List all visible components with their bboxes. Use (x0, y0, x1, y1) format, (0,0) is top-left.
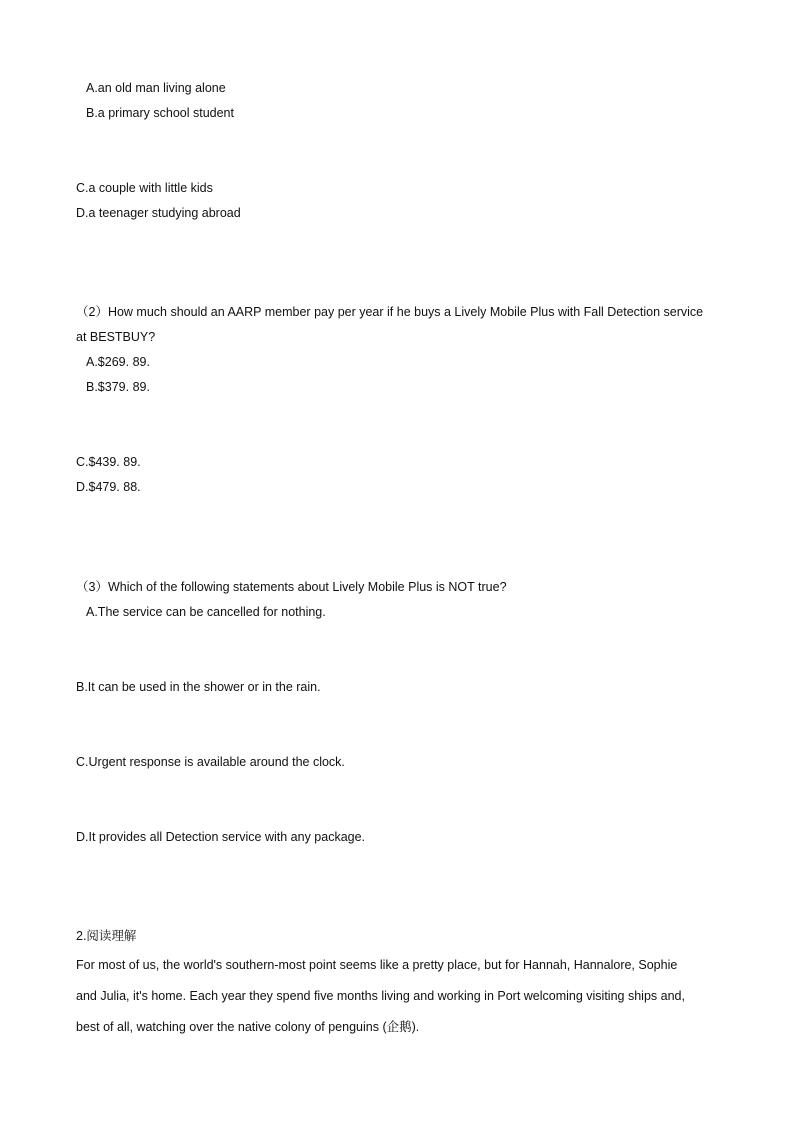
passage-line-2: and Julia, it's home. Each year they spend five months living and working in Port welcoming visiting ships and, (76, 989, 685, 1003)
passage-line-3: best of all, watching over the native colony of penguins (企鹅). (76, 1020, 420, 1034)
q1-option-c: C.a couple with little kids (76, 181, 213, 195)
q3-option-a: A.The service can be cancelled for nothing. (86, 605, 326, 619)
q1-option-a: A.an old man living alone (86, 81, 226, 95)
q2-option-a: A.$269. 89. (86, 355, 150, 369)
q2-option-b: B.$379. 89. (86, 380, 150, 394)
q2-stem-line-1: （2）How much should an AARP member pay per year if he buys a Lively Mobile Plus with Fall Detection service (76, 305, 704, 319)
q3-option-b: B.It can be used in the shower or in the rain. (76, 680, 321, 694)
q2-stem-line-2: at BESTBUY? (76, 330, 156, 344)
q1-option-b: B.a primary school student (86, 106, 234, 120)
q2-option-c: C.$439. 89. (76, 455, 141, 469)
q3-option-c: C.Urgent response is available around the clock. (76, 755, 345, 769)
q3-option-d: D.It provides all Detection service with any package. (76, 830, 366, 844)
section-heading: 2.阅读理解 (76, 929, 137, 943)
q2-option-d: D.$479. 88. (76, 480, 141, 494)
q3-stem: （3）Which of the following statements about Lively Mobile Plus is NOT true? (76, 580, 507, 594)
passage-line-1: For most of us, the world's southern-most point seems like a pretty place, but for Hannah, Hannalore, Sophie (76, 958, 678, 972)
q1-option-d: D.a teenager studying abroad (76, 206, 241, 220)
